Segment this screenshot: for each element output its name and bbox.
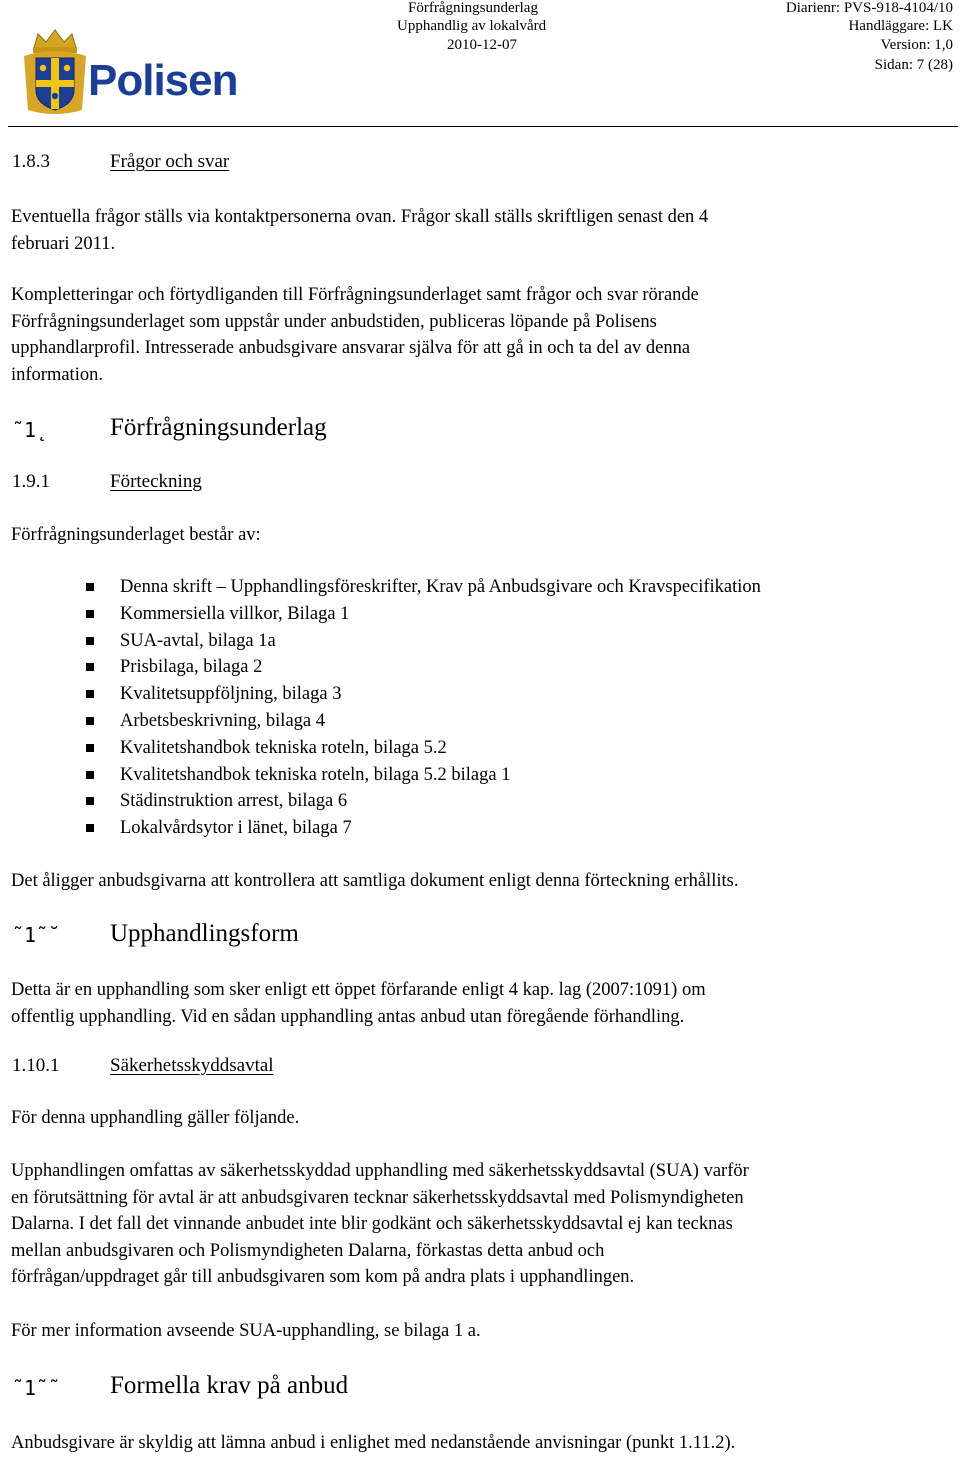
paragraph-upphandlingsform xyxy=(11,977,946,1030)
header-doc-type: Förfrågningsunderlag xyxy=(408,0,538,16)
paragraph-anbudsgivare: Anbudsgivare är skyldig att lämna anbud i enlighet med nedanstående anvisningar (punkt 1.11.2). xyxy=(11,1433,736,1453)
police-crest-icon xyxy=(20,28,90,114)
bullet-square-icon xyxy=(86,824,94,832)
section-title-forteckning: Förteckning xyxy=(110,471,202,492)
paragraph-outro: Det åligger anbudsgivarna att kontrollera att samtliga dokument enligt denna förteckning erhållits. xyxy=(11,871,739,891)
bullet-square-icon xyxy=(86,717,94,725)
paragraph-galler: För denna upphandling gäller följande. xyxy=(11,1108,300,1128)
section-number-1-10: ˜1˜˘ xyxy=(12,923,61,947)
paragraph-line: Dalarna. I det fall det vinnande anbudet inte blir godkänt och säkerhetsskyddsavtal ej kan tecknas xyxy=(11,1214,733,1234)
paragraph-sua xyxy=(11,1158,946,1291)
paragraph-line: upphandlarprofil. Intresserade anbudsgivare ansvarar själva för att gå in och ta del av denna xyxy=(11,338,691,358)
paragraph-mer-information: För mer information avseende SUA-upphandling, se bilaga 1 a. xyxy=(11,1321,481,1341)
header-date: 2010-12-07 xyxy=(447,37,517,53)
paragraph-line: februari 2011. xyxy=(11,233,116,254)
section-number-1-9: ˜1˛ xyxy=(12,418,49,442)
logo xyxy=(20,28,245,114)
paragraph-line: Detta är en upphandling som sker enligt ett öppet förfarande enligt 4 kap. lag (2007:1091) om xyxy=(11,980,706,1000)
section-title-sakerhetsskyddsavtal: Säkerhetsskyddsavtal xyxy=(110,1055,274,1076)
logo-wordmark: Polisen xyxy=(88,56,238,105)
bullet-square-icon xyxy=(86,771,94,779)
section-number-1-10-1: 1.10.1 xyxy=(12,1055,60,1076)
paragraph-line: Kompletteringar och förtydliganden till Förfrågningsunderlaget samt frågor och svar rörande xyxy=(11,285,699,305)
header-page: Sidan: 7 (28) xyxy=(874,57,953,73)
bullet-square-icon xyxy=(86,637,94,645)
section-title-upphandlingsform: Upphandlingsform xyxy=(110,920,299,947)
bullet-square-icon xyxy=(86,663,94,671)
section-number-1-9-1: 1.9.1 xyxy=(12,471,50,492)
paragraph-line: en förutsättning för avtal är att anbudsgivaren tecknar säkerhetsskyddsavtal med Polismyndigheten xyxy=(11,1187,744,1208)
paragraph-kompletteringar xyxy=(11,282,946,388)
bullet-square-icon xyxy=(86,797,94,805)
paragraph-line: Förfrågningsunderlaget som uppstår under anbudstiden, publiceras löpande på Polisens xyxy=(11,311,657,332)
header-subject: Upphandlig av lokalvård xyxy=(397,18,547,34)
bullet-square-icon xyxy=(86,583,94,591)
paragraph-line: offentlig upphandling. Vid en sådan upphandling antas anbud utan föregående förhandling. xyxy=(11,1006,685,1027)
bullet-square-icon xyxy=(86,610,94,618)
header-handlaggare: Handläggare: LK xyxy=(848,18,953,34)
paragraph-fragor xyxy=(11,204,946,257)
header-version: Version: 1,0 xyxy=(880,37,953,53)
section-title-formella-krav: Formella krav på anbud xyxy=(110,1372,349,1399)
section-title-forfragningsunderlag: Förfrågningsunderlag xyxy=(110,414,327,441)
paragraph-intro: Förfrågningsunderlaget består av: xyxy=(11,525,261,545)
paragraph-line: Upphandlingen omfattas av säkerhetsskyddad upphandling med säkerhetsskyddsavtal (SUA) varför xyxy=(11,1161,749,1181)
section-title-fragor-och-svar: Frågor och svar xyxy=(110,151,230,172)
bullet-square-icon xyxy=(86,744,94,752)
paragraph-line: mellan anbudsgivaren och Polismyndigheten Dalarna, förkastas detta anbud och xyxy=(11,1240,605,1261)
paragraph-line: förfrågan/uppdraget går till anbudsgivaren som kom på andra plats i upphandlingen. xyxy=(11,1267,635,1287)
paragraph-line: Eventuella frågor ställs via kontaktpersonerna ovan. Frågor skall ställs skriftligen senast den 4 xyxy=(11,207,709,227)
paragraph-line: information. xyxy=(11,364,103,385)
section-number-1-11: ˜1˜˜ xyxy=(12,1376,61,1400)
header-divider xyxy=(8,126,958,127)
bullet-square-icon xyxy=(86,690,94,698)
header-diarienr: Diarienr: PVS-918-4104/10 xyxy=(785,0,953,16)
section-number-1-8-3: 1.8.3 xyxy=(12,151,50,172)
